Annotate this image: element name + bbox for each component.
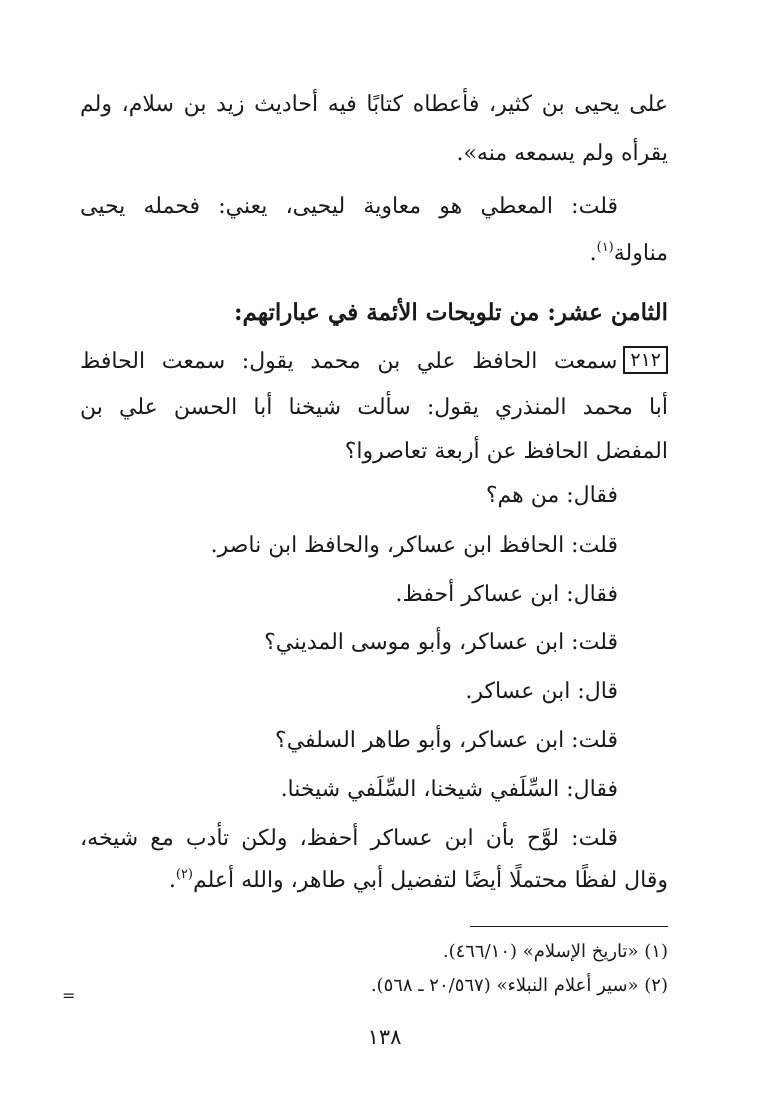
closing-line-2-text: وقال لفظًا محتملًا أيضًا لتفضيل أبي طاهر، والله أعلم: [193, 868, 668, 893]
footnote-1: (١) «تاريخ الإسلام» (٤٦٦/١٠).: [442, 941, 668, 962]
item-line-3: المفضل الحافظ عن أربعة تعاصروا؟: [344, 439, 668, 464]
item-number-box: ٢١٢: [623, 346, 668, 374]
closing-line-2: وقال لفظًا محتملًا أيضًا لتفضيل أبي طاهر، والله أعلم$^{(٢)}$.: [168, 867, 668, 893]
closing-line-1: قلت: لوَّح بأن ابن عساكر أحفظ، ولكن تأدب مع شيخه،: [80, 826, 618, 851]
item-line-1: [80, 345, 668, 379]
dialogue-line-5: قال: ابن عساكر.: [465, 679, 618, 704]
page-number: ١٣٨: [367, 1025, 402, 1049]
body-line-1: على يحيى بن كثير، فأعطاه كتابًا فيه أحاديث زيد بن سلام، ولم: [80, 92, 668, 117]
footnote-2: (٢) «سير أعلام النبلاء» (٢٠/٥٦٧ ـ ٥٦٨).: [370, 975, 668, 996]
body-line-3: قلت: المعطي هو معاوية ليحيى، يعني: فحمله يحيى: [80, 194, 618, 219]
item-line-2: أبا محمد المنذري يقول: سألت شيخنا أبا الحسن علي بن: [80, 395, 668, 420]
dialogue-line-2: قلت: الحافظ ابن عساكر، والحافظ ابن ناصر.: [210, 533, 618, 558]
section-heading: الثامن عشر: من تلويحات الأئمة في عباراتهم:: [234, 299, 668, 326]
dialogue-line-6: قلت: ابن عساكر، وأبو طاهر السلفي؟: [275, 728, 618, 753]
footnote-ref-1: (١): [596, 240, 614, 255]
body-line-2: يقرأه ولم يسمعه منه».: [456, 141, 668, 166]
body-line-4-text: مناولة: [613, 241, 668, 266]
dialogue-line-3: فقال: ابن عساكر أحفظ.: [395, 582, 618, 607]
body-line-4: مناولة$^{(١)}$.: [589, 240, 668, 266]
item-line-1-text: سمعت الحافظ علي بن محمد يقول: سمعت الحافظ: [80, 349, 618, 374]
dialogue-line-7: فقال: السِّلَفي شيخنا، السِّلَفي شيخنا.: [280, 777, 618, 802]
dialogue-line-4: قلت: ابن عساكر، وأبو موسى المديني؟: [264, 630, 618, 655]
footnote-ref-2: (٢): [175, 867, 193, 882]
footnote-separator: [470, 926, 668, 927]
dialogue-line-1: فقال: من هم؟: [485, 483, 618, 508]
margin-continuation-mark: =: [62, 986, 76, 1005]
